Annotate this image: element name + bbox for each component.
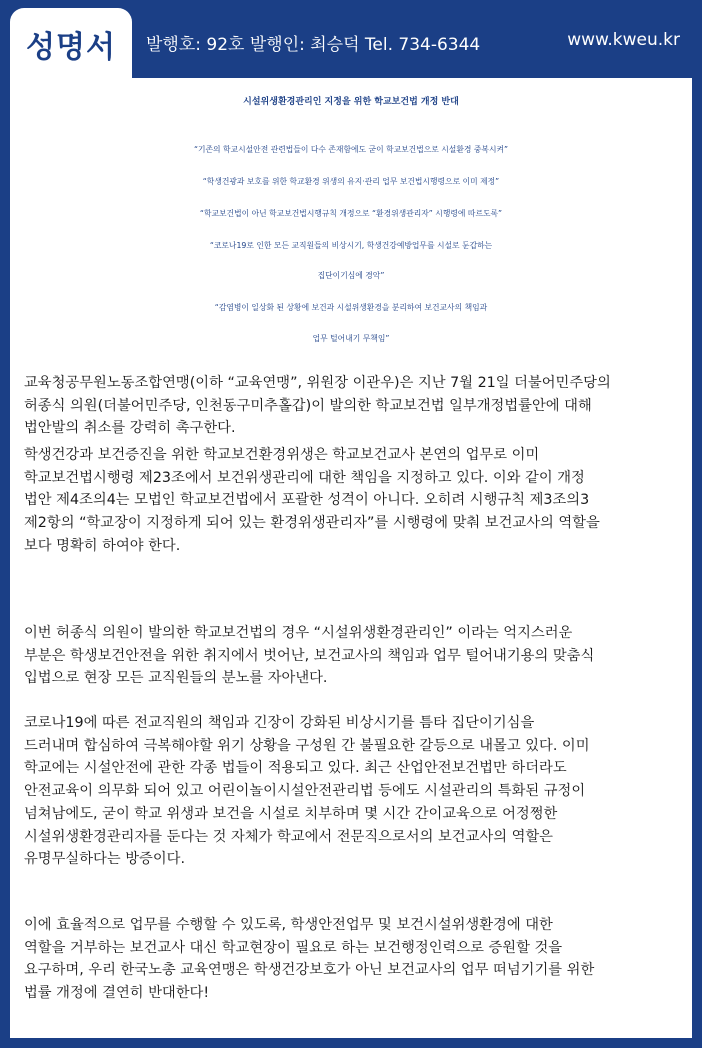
paragraph-line: 이에 효율적으로 업무를 수행할 수 있도록, 학생안전업무 및 보건시설위생환경에 대한 [24,917,553,933]
paragraph-line: 보다 명확히 하여야 한다. [24,537,181,554]
subtitle-line: “코로나19로 인한 모든 교직원들의 비상시기, 학생건강예방업무를 시설로 둔갑하는 [209,241,493,250]
paragraph-line: 법률 개정에 결연히 반대한다! [24,985,210,1002]
paragraph-line: 법안 제4조의4는 모법인 학교보건법에서 포괄한 성격이 아니다. 오히려 시행규칙 제3조의3 [24,492,590,509]
paragraph-line: 넘쳐남에도, 굳이 학교 위생과 보건을 시설로 치부하며 몇 시간 간이교육으로 어정쩡한 [24,805,558,822]
body-paragraph-2 [24,444,680,558]
publication-meta: 발행호: 92호 발행인: 최승덕 Tel. 734-6344 [146,35,481,55]
website-url[interactable]: www.kweu.kr [567,30,680,50]
paragraph-line: 드러내며 합심하여 극복해야할 위기 상황을 구성원 간 불필요한 갈등으로 내몰고 있다. 이미 [24,737,590,754]
paragraph-line: 안전교육이 의무화 되어 있고 어린이놀이시설안전관리법 등에도 시설관리의 특화된 규정이 [24,783,586,800]
paragraph-line: 코로나19에 따른 전교직원의 책임과 긴장이 강화된 비상시기를 틈타 집단이기심을 [24,715,535,731]
paragraph-line: 교육청공무원노동조합연맹(이하 “교육연맹”, 위원장 이관우)은 지난 7월 21일 더불어민주당의 [24,375,611,391]
paragraph-line: 학생건강과 보건증진을 위한 학교보건환경위생은 학교보건교사 본연의 업무로 이미 [24,447,540,463]
subtitle-line: 집단이기심에 경악” [317,271,385,280]
paragraph-line: 이번 허종식 의원이 발의한 학교보건법의 경우 “시설위생환경관리인” 이라는 억지스러운 [24,625,573,641]
paragraph-line: 제2항의 “학교장이 지정하게 되어 있는 환경위생관리자”를 시행령에 맞춰 보건교사의 역할을 [24,515,600,532]
paragraph-line: 학교에는 시설안전에 관한 각종 법들이 적용되고 있다. 최근 산업안전보건법만 하더라도 [24,760,567,777]
subtitle-line: “학생건광과 보호를 위한 학교환경 위생의 유지·관리 업무 보건법시행령으로 이미 제정” [202,177,500,186]
body-paragraph-4 [24,712,680,871]
paragraph-line: 요구하며, 우리 한국노총 교육연맹은 학생건강보호가 아닌 보건교사의 업무 떠넘기기를 위한 [24,962,595,979]
subtitle-line: “기존의 학교시설안전 관련법들이 다수 존재함에도 굳이 학교보건법으로 시설환경 중복시켜” [193,145,509,154]
paragraph-line: 허종식 의원(더불어민주당, 인천동구미추홀갑)이 발의한 학교보건법 일부개정법률안에 대해 [24,397,592,414]
body-paragraph-5 [24,914,680,1005]
paragraph-line: 학교보건법시행령 제23조에서 보건위생관리에 대한 책임을 지정하고 있다. 이와 같이 개정 [24,469,585,486]
paragraph-line: 역할을 거부하는 보건교사 대신 학교현장이 필요로 하는 보건행정인력으로 증원할 것을 [24,939,563,956]
body-paragraph-1 [24,372,680,440]
subtitle-line: 업무 털어내기 무책임” [312,334,390,343]
subtitle-line: “학교보건법이 아닌 학교보건법시행규칙 개정으로 “환경위생관리자” 시행령에 따르도록” [199,209,503,218]
badge-label: 성명서 [26,30,116,65]
content-panel [10,78,692,1038]
body-paragraph-3 [24,622,680,690]
paragraph-line: 유명무실하다는 방증이다. [24,851,186,868]
paragraph-line: 부분은 학생보건안전을 위한 취지에서 벗어난, 보건교사의 책임과 업무 털어내기용의 맞춤식 [24,647,595,664]
paragraph-line: 법안발의 취소를 강력히 촉구한다. [24,420,236,437]
paragraph-line: 시설위생환경관리자를 둔다는 것 자체가 학교에서 전문직으로서의 보건교사의 역할은 [24,828,553,845]
paragraph-line: 입법으로 현장 모든 교직원들의 분노를 자아낸다. [24,670,328,687]
header-bar [0,0,702,82]
statement-title: 시설위생환경관리인 지정을 위한 학교보건법 개정 반대 [243,97,459,107]
statement-badge [10,8,132,78]
subtitle-line: “감염병이 일상화 된 상황에 보건과 시설위생환경을 분리하여 보건교사의 책임과 [214,303,488,312]
